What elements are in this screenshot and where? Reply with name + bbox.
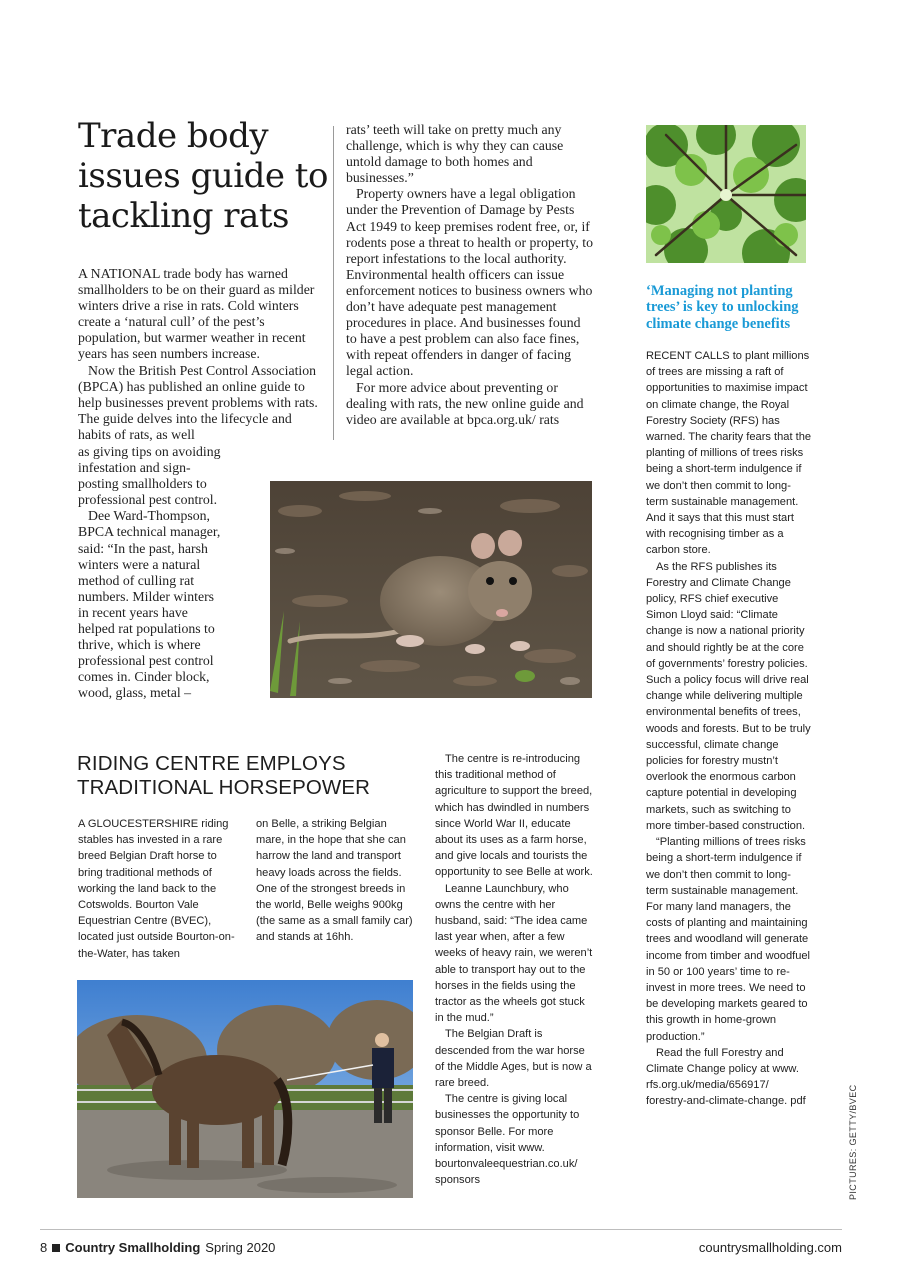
rats-paragraph: A NATIONAL trade body has warned smallholders to be on their guard as milder winters drive a rise in rats. Cold winters create a ‘natural cull’ of the pest’s population, but warmer weather in recent years has seen numbers increase. [78,266,315,362]
tree-paragraph: As the RFS publishes its Forestry and Climate Change policy, RFS chief executive Simon Lloyd said: “Climate change is now a national priority and should rightly be at the core of governments’ forestry policies. Such a policy focus will drive real change while delivering multiple environmental benefits of trees, woods and forests. But to be truly successful, climate change policies for forestry mustn’t overlook the enormous carbon capture potential in developing markets, such as switching to more timber-based construction. [646,560,811,832]
rats-paragraph: Now the British Pest Control Association (BPCA) has published an online guide to help businesses prevent problems with rats. The guide delves into the lifecycle and habits of rats, as well [78,362,318,442]
rats-paragraph: For more advice about preventing or dealing with rats, the new online guide and video are available at bpca.org.uk/ rats [346,379,584,427]
rats-paragraph: Dee Ward-Thompson, BPCA technical manager, said: “In the past, harsh winters were a natural method of culling rat numbers. Milder winters in recent years have helped rat populations to thrive, which is where professional pest control comes in. Cinder block, wood, glass, metal – [78,508,221,701]
tree-paragraph: RECENT CALLS to plant millions of trees are missing a raft of opportunities to maximise impact on climate change, the Royal Forestry Society (RFS) has warned. The charity fears that the planting of millions of trees risks being a short-term indulgence if we don’t then commit to long-term sustainable management. And it says that this must start with recognising timber as a carbon store. [646,350,812,557]
footer-left [40,1240,275,1255]
issue-date: Spring 2020 [205,1240,276,1255]
rats-paragraph: rats’ teeth will take on pretty much any challenge, which is why they can cause untold damage to both homes and businesses.” [346,122,564,186]
column-divider [333,126,334,440]
rats-article-column-2 [346,122,594,428]
horse-article-column-3 [435,751,595,1188]
rats-article-column-1 [78,266,320,443]
page-number: 8 [40,1240,48,1255]
photo-credit: PICTURES: GETTY/BVEC [848,1084,858,1200]
tree-paragraph: Read the full Forestry and Climate Change policy at www. rfs.org.uk/media/656917/ forestry-and-climate-change. pdf [646,1046,806,1108]
horse-paragraph: The Belgian Draft is descended from the war horse of the Middle Ages, but is now a rare breed. [435,1028,592,1090]
tree-article-title: ‘Managing not planting trees’ is key to unlocking climate change benefits [646,283,799,332]
tree-paragraph: “Planting millions of trees risks being a short-term indulgence if we don’t then commit to long-term sustainable management. For many land managers, the costs of planting and maintaining trees and woodland will generate income from timber and woodfuel in 50 or 100 years’ time to re-invest in more trees. We need to be developing markets geared to this growth in home-grown production.” [646,836,811,1043]
rats-article-title: Trade body issues guide to tackling rats [78,116,328,236]
horse-photo [77,980,413,1198]
rats-paragraph: as giving tips on avoiding infestation and sign-posting smallholders to professional pest control. [78,444,221,508]
horse-article-column-1 [78,816,238,962]
horse-paragraph: on Belle, a striking Belgian mare, in the hope that she can harrow the land and transport heavy loads across the fields. One of the strongest breeds in the world, Belle weighs 900kg (the same as a small family car) and stands at 16hh. [256,818,413,944]
footer-divider [40,1229,842,1230]
horse-paragraph: A GLOUCESTERSHIRE riding stables has invested in a rare breed Belgian Draft horse to bring traditional methods of working the land back to the Cotswolds. Bourton Vale Equestrian Centre (BVEC), located just outside Bourton-on-the-Water, has taken [78,818,235,960]
rats-paragraph: Property owners have a legal obligation under the Prevention of Damage by Pests Act 1949 to keep premises rodent free, or, if rodents pose a threat to health or property, to report infestations to the local authority. Environmental health officers can issue enforcement notices to business owners who don’t have adequate pest management procedures in place. And businesses found to have a pest problem can also face fines, with repeat offenders in danger of facing legal action. [346,186,593,379]
magazine-name: Country Smallholding [65,1240,201,1255]
rats-article-column-1-wrap [78,444,228,702]
horse-paragraph: The centre is re-introducing this traditional method of agriculture to support the breed, which has dwindled in numbers since World War II, educate about its uses as a farm horse, and give locals and tourists the opportunity to see Belle at work. [435,753,593,879]
tree-canopy-photo [646,125,806,263]
tree-article-body [646,348,812,1110]
footer-website: countrysmallholding.com [698,1240,842,1255]
horse-article-title: RIDING CENTRE EMPLOYS TRADITIONAL HORSEPOWER [77,752,371,799]
horse-article-column-2 [256,816,416,946]
horse-paragraph: The centre is giving local businesses the opportunity to sponsor Belle. For more information, visit www. bourtonvaleequestrian.co.uk/ sponsors [435,1093,580,1187]
rat-photo [270,481,592,698]
horse-paragraph: Leanne Launchbury, who owns the centre with her husband, said: “The idea came last year when, after a few weeks of heavy rain, we weren’t able to transport hay out to the horses in the fields using the tractor as the wheels got stuck in the mud.” [435,882,593,1025]
square-bullet-icon [52,1244,60,1252]
